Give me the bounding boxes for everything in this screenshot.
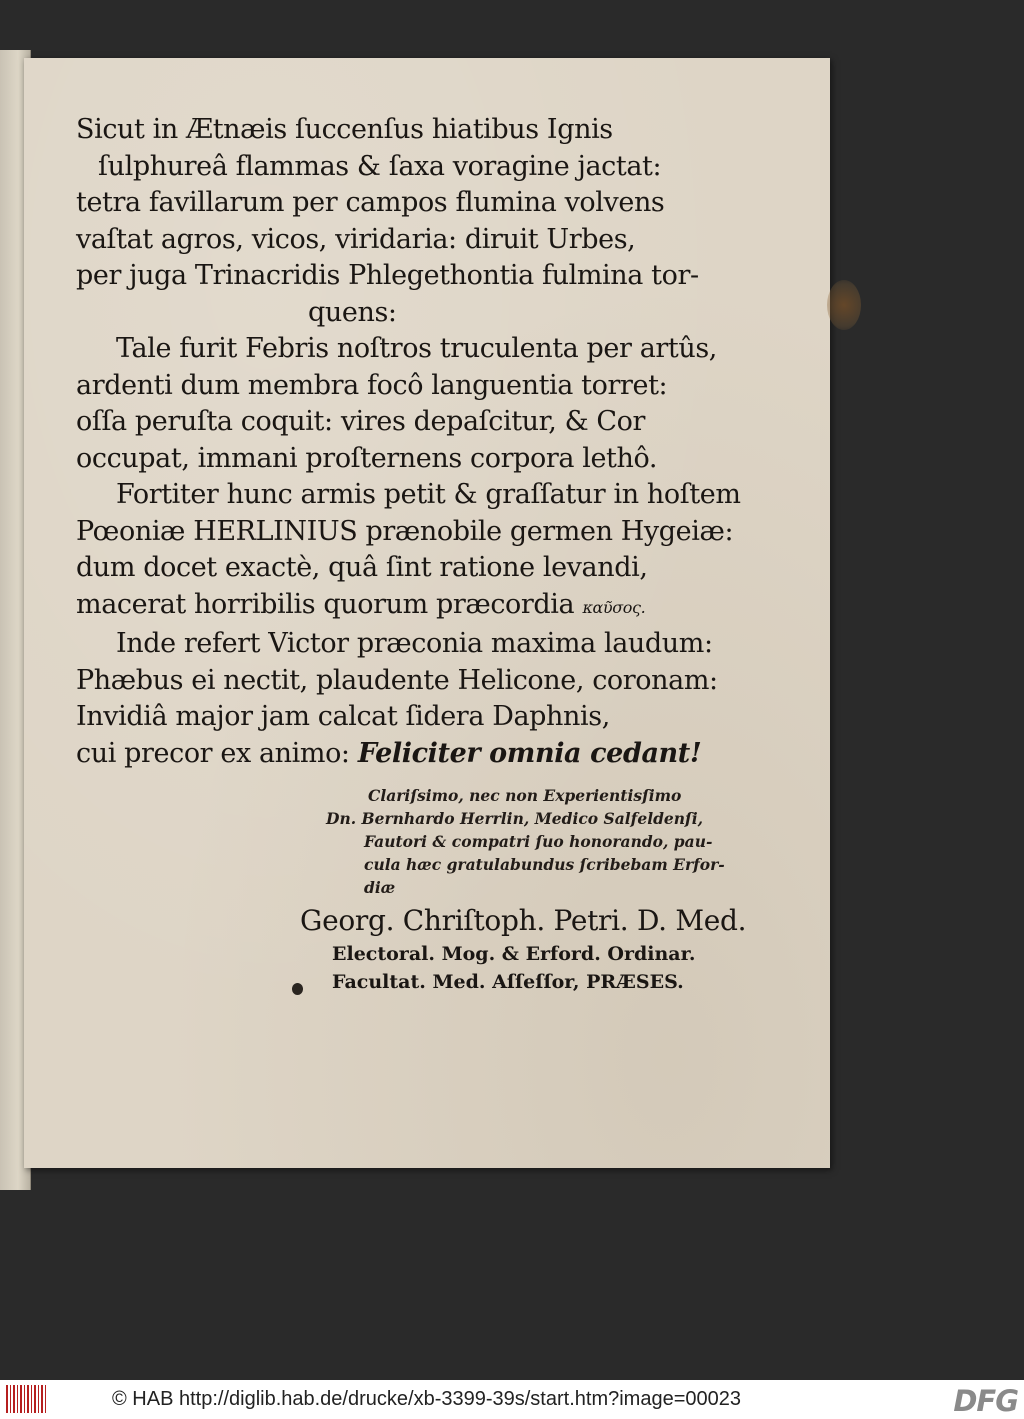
poem-line: tetra favillarum per campos flumina volvens [76,187,665,218]
poem-text [76,112,796,772]
dfg-logo: DFG [953,1384,1018,1418]
poem-line-text: macerat horribilis quorum præcordia [76,588,575,620]
signature-block [300,904,746,993]
footer-bar [0,1380,1024,1419]
poem-line: Phæbus ei nectit, plaudente Helicone, coronam: [76,664,718,696]
paper-stain [827,280,861,330]
copyright-link[interactable]: © HAB http://diglib.hab.de/drucke/xb-3399-39s/start.htm?image=00023 [112,1388,741,1410]
closing-italic: Feliciter omnia cedant! [357,737,702,769]
dedication-line: cula hæc gratulabundus ſcribebam Erfor- [364,855,725,874]
poem-line: ſulphureâ flammas & ſaxa voragine jactat: [98,150,662,182]
dedication-line: Clariſsimo, nec non Experientisſimo [368,786,682,805]
barcode-icon [6,1385,46,1413]
dedication-line: diæ [364,878,396,897]
poem-line: Sicut in Ætnæis ſuccenſus hiatibus Ignis [76,114,613,145]
poem-line: Pœoniæ HERLINIUS prænobile germen Hygeiæ: [76,515,734,547]
poem-line: quens: [308,296,397,328]
poem-line: Fortiter hunc armis petit & graſſatur in hoſtem [116,479,741,510]
poem-line: Tale furit Febris noſtros truculenta per artûs, [116,333,717,364]
poem-line [76,736,796,773]
ink-blot [292,983,303,995]
greek-word: καῦσος. [582,597,646,617]
dedication-line: Dn. Bernhardo Herrlin, Medico Salfeldenſi, [326,809,704,828]
poem-line: per juga Trinacridis Phlegethontia fulmina tor- [76,260,699,291]
poem-line: vaſtat agros, vicos, viridaria: diruit Urbes, [76,223,636,255]
signature-title-1: Electoral. Mog. & Erford. Ordinar. [332,943,696,965]
signature-name: Georg. Chriſtoph. Petri. D. Med. [300,904,747,937]
dedication-text [326,784,746,899]
poem-line: Inde refert Victor præconia maxima laudum: [116,628,713,659]
signature-title-2: Facultat. Med. Aſſeſſor, PRÆSES. [332,971,684,993]
poem-line: oſſa peruſta coquit: vires depaſcitur, & Cor [76,406,646,437]
poem-line: occupat, immani proſternens corpora lethô. [76,442,658,474]
poem-line [76,587,796,627]
poem-line: ardenti dum membra focô languentia torret: [76,369,668,401]
dedication-line: Fautori & compatri ſuo honorando, pau- [364,832,713,851]
poem-line: Invidiâ major jam calcat ſidera Daphnis, [76,701,610,732]
poem-line: dum docet exactè, quâ ſint ratione levandi, [76,552,648,583]
poem-line-text: cui precor ex animo: [76,737,350,769]
